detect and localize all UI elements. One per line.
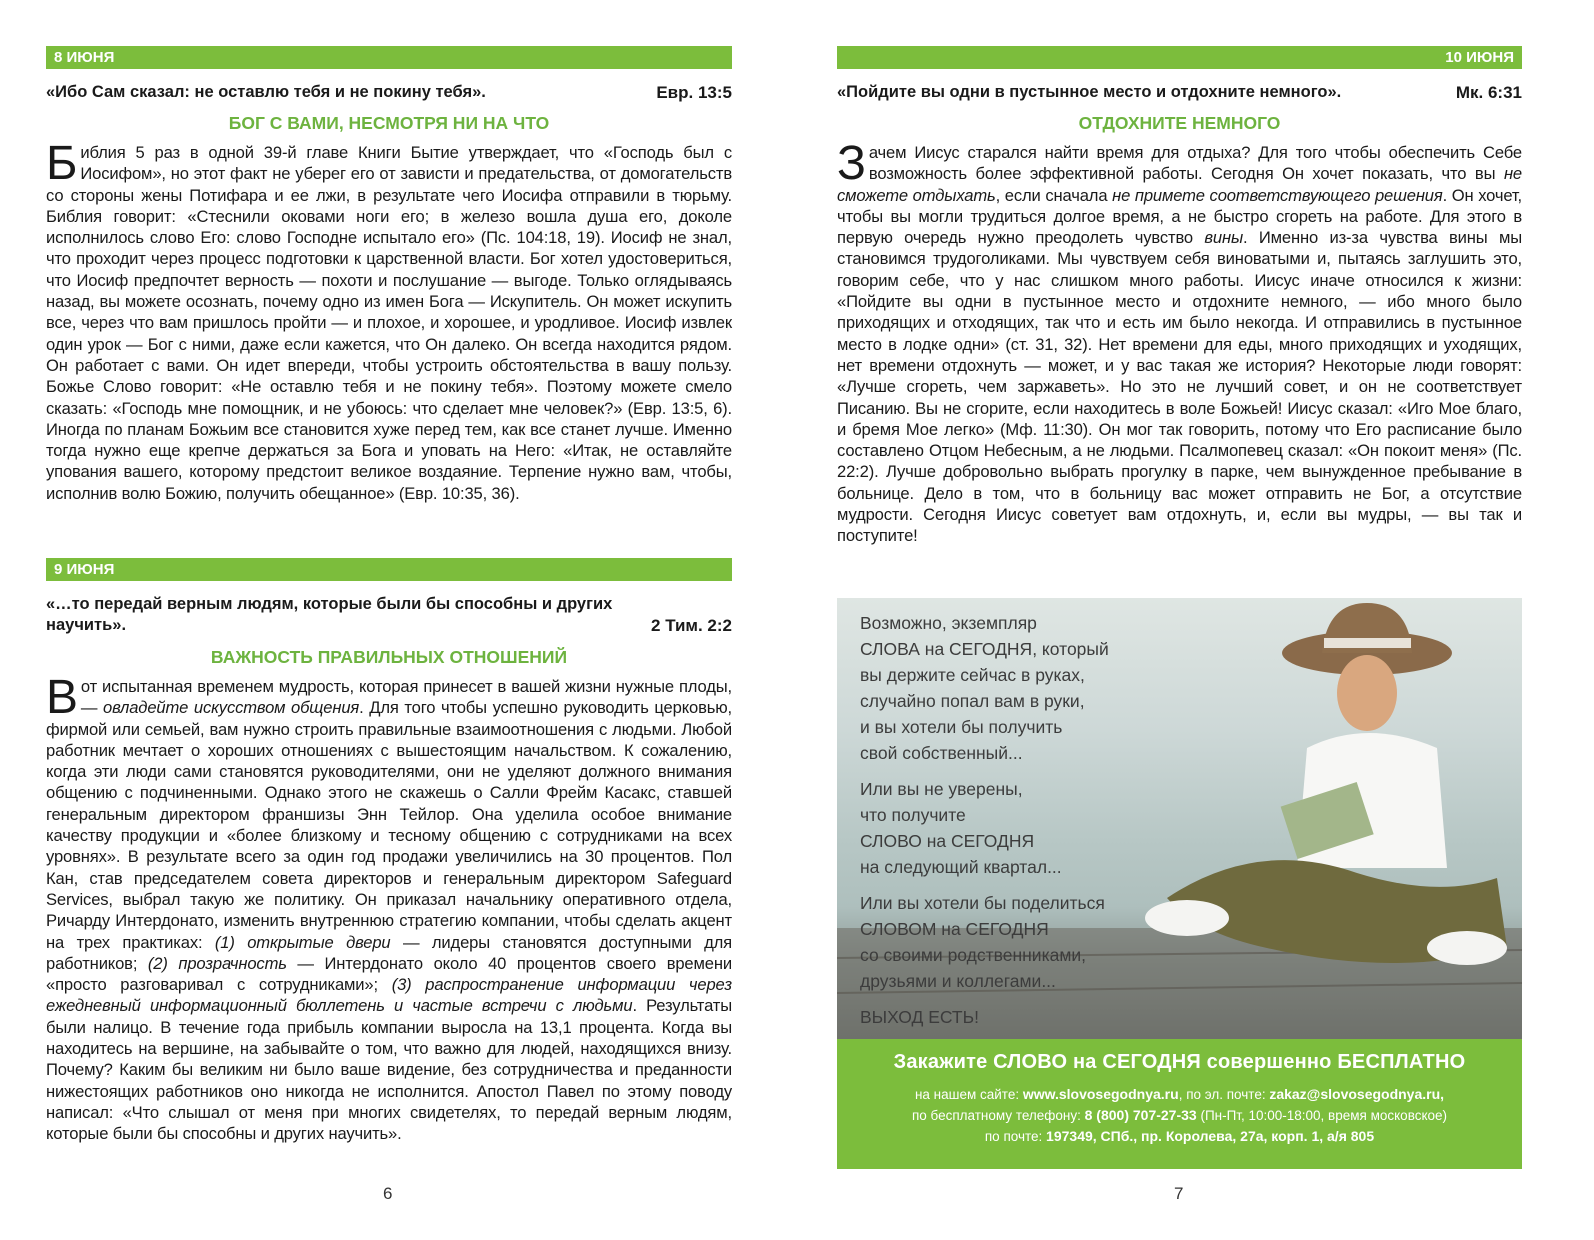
punctuation: , xyxy=(1440,1086,1445,1102)
ad-line: Возможно, экземпляр xyxy=(860,613,1037,633)
order-headline: Закажите СЛОВО на СЕГОДНЯ совершенно БЕСПЛАТНО xyxy=(893,1051,1466,1073)
postal-address: 197349, СПб., пр. Королева, 27а, корп. 1, а/я 805 xyxy=(1046,1128,1375,1144)
body-text: иблия 5 раз в одной 39-й главе Книги Бытие утверждает, что «Господь был с Иосифом», но этот факт не уберег его от зависти и предательства, от домогательств со стороны жены Потифара и ее лжи, в результате чего Иосифа отправили в тюрьму. Библия говорит: «Стеснили оковами ноги его; в железо вошла душа его, доколе исполнилось слово Его: слово Господне испытало его» (Пс. 104:18, 19). Иосиф не знал, что проходит через процесс подготовки к царственной власти. Бог хотел удостовериться, что Иосиф предпочтет верность — похоти и послушание — выгоде. Только оглядываясь назад, вы можете осознать, почему одно из имен Бога — Искупитель. Он может искупить все, через что вам пришлось пройти — и плохое, и хорошее, и уродливое. Иосиф извлек один урок — Бог с ними, даже если кажется, что Он далеко. Он всегда находится рядом. Он работает с вами. Он идет впереди, чтобы устроить обстоятельства в вашу пользу. Божье Слово говорит: «Не оставлю тебя и не покину тебя». Поэтому можете смело сказать: «Господь мне помощник, и не убоюсь: что сделает мне человек?» (Евр. 13:5, 6). Иногда по планам Божьим все становится хуже перед тем, как все станет лучше. Именно тогда нужно еще крепче держаться за Бога и уповать на Него: «Итак, не оставляйте упования вашего, которому предстоит великое воздаяние. Терпение нужно вам, чтобы, исполнив волю Божию, получить обещанное» (Евр. 10:35, 36). xyxy=(46,143,732,503)
verse-text: «…то передай верным людям, которые были бы способны и других научить». xyxy=(46,595,613,634)
order-band xyxy=(837,1039,1522,1169)
body-text: . Для того чтобы успешно руководить церковью, фирмой или семьей, вам нужно строить правильные взаимоотношения с людьми. Любой работник мечтает о хороших отношениях с вышестоящим начальством. К сожалению, когда эти люди сами становятся руководителями, они не уделяют должного внимания общению с подчиненными. Однако этого не скажешь о Салли Фрейм Касакс, ставшей генеральным директором франшизы Энн Тейлор. Она уделила особое внимание качеству продукции и «более близкому и тесному общению с сотрудниками на всех уровнях». В результате всего за один год продажи увеличились на 30 процентов. Пол Кан, став председателем совета директоров и генеральным директором Safeguard Services, выбрал такую же политику. Он приказал начальнику оперативного отдела, Ричарду Интердонато, изменить внутреннюю стратегию компании, чтобы сделать акцент на трех практиках: xyxy=(46,698,733,952)
ad-line: вы держите сейчас в руках, xyxy=(860,665,1085,685)
entry-title: ВАЖНОСТЬ ПРАВИЛЬНЫХ ОТНОШЕНИЙ xyxy=(210,647,568,667)
verse-line xyxy=(837,82,1522,103)
sneaker xyxy=(1145,900,1229,936)
ad-paragraph xyxy=(860,610,1140,766)
body-text: от испытанная временем мудрость, которая принесет в вашей жизни нужные плоды, — xyxy=(80,677,732,718)
ad-callout: ВЫХОД ЕСТЬ! xyxy=(860,1007,979,1027)
page-number: 6 xyxy=(383,1184,393,1203)
sneaker xyxy=(1427,931,1507,965)
page-number: 7 xyxy=(1174,1184,1184,1203)
entry-body xyxy=(837,137,1522,547)
date-label: 10 ИЮНЯ xyxy=(1445,49,1514,66)
ad-line: СЛОВА на СЕГОДНЯ, который xyxy=(860,639,1109,659)
ad-line: на следующий квартал... xyxy=(860,857,1062,877)
date-bar-june-10 xyxy=(837,46,1522,69)
body-emphasis: (3) распространение информации через ежедневный информационный бюллетень и частые встречи с людьми xyxy=(46,975,732,1016)
contact-line-web xyxy=(837,1086,1522,1103)
body-text: , если сначала xyxy=(995,185,1113,205)
verse-reference: 2 Тим. 2:2 xyxy=(651,616,732,635)
entry-title: БОГ С ВАМИ, НЕСМОТРЯ НИ НА ЧТО xyxy=(228,113,550,133)
body-emphasis: (1) открытые двери xyxy=(214,932,391,952)
ad-line: и вы хотели бы получить xyxy=(860,717,1063,737)
entry-title: ОТДОХНИТЕ НЕМНОГО xyxy=(1078,113,1281,133)
body-text: . Именно из-за чувства вины мы становимся трудоголиками. Мы чувствуем себя виноватыми и, пытаясь заглушить это, говорим себе, что у нас слишком много работы. Иисус иначе относился к жизни: «Пойдите вы одни в пустынное место и отдохните немного, — ибо много было приходящих и отходящих, так что и есть им было некогда. И отправились в пустынное место в лодке одни» (ст. 31, 32). Нет времени для еды, много приходящих и уходящих, нет времени отдохнуть — может, и у вас такая же история? Некоторые люди говорят: «Лучше сгореть, чем заржаветь». Но это не лучший совет, и он не соответствует Писанию. Вы не сгорите, если находитесь в воле Божьей! Иисус сказал: «Иго Мое благо, и бремя Мое легко» (Мф. 11:30). Он мог так говорить, потому что Его расписание было составлено Отцом Небесным, а не людьми. Псалмопевец сказал: «Он покоит меня» (Пс. 22:2). Лучше добровольно выбрать прогулку в парке, чем вынужденное пребывание в больнице. Дело в том, что в больницу вас может отправить не Бог, а отсутствие мудрости. Сегодня Иисус советует вам отдохнуть, и, если вы мудры, — вы так и поступите! xyxy=(837,228,1522,546)
right-page xyxy=(797,0,1594,1240)
subscription-ad xyxy=(837,598,1522,1169)
contact-line-post xyxy=(837,1128,1522,1145)
contact-label: по почте: xyxy=(984,1129,1047,1144)
contact-label: на нашем сайте: xyxy=(914,1087,1023,1102)
hat-band xyxy=(1324,638,1411,648)
body-text: . Он хочет, чтобы вы могли трудиться долгое время, а не быстро сгореть на работе. Для этого в первую очередь нужно преодолеть чувство xyxy=(837,185,1522,248)
contact-line-phone xyxy=(837,1107,1522,1124)
ad-line: Или вы не уверены, xyxy=(860,779,1023,799)
body-text: . Результаты были налицо. В течение года прибыль компании выросла на 13,1 процента. Когда вы находитесь на вершине, на забывайте о том, что важно для людей, находящихся внизу. Почему? Каким бы великим ни было ваше видение, без сотрудничества и преданности нижестоящих работников оно никогда не исполнится. Апостол Павел по этому поводу написал: «Что слышал от меня при многих свидетелях, то передай верным людям, которые были бы способны и других научить». xyxy=(46,996,733,1144)
ad-paragraph xyxy=(860,890,1140,994)
date-label: 8 ИЮНЯ xyxy=(54,49,115,66)
ad-line: СЛОВОМ на СЕГОДНЯ xyxy=(860,919,1049,939)
body-emphasis: не примете соответствующего решения xyxy=(1112,185,1443,205)
website-link[interactable]: www.slovosegodnya.ru xyxy=(1022,1086,1179,1102)
ad-paragraph xyxy=(860,1004,1140,1030)
ad-line: что получите xyxy=(860,805,966,825)
body-emphasis: овладейте искусством общения xyxy=(102,698,360,718)
date-bar-june-9 xyxy=(46,558,732,581)
body-text: — лидеры становятся доступными для работников; xyxy=(46,932,733,973)
ad-line: Или вы хотели бы поделиться xyxy=(860,893,1105,913)
ad-line: СЛОВО на СЕГОДНЯ xyxy=(860,831,1035,851)
drop-cap: З xyxy=(837,137,866,190)
ad-line: случайно попал вам в руки, xyxy=(860,691,1085,711)
email-link[interactable]: zakaz@slovosegodnya.ru xyxy=(1269,1086,1441,1102)
contact-label: по бесплатному телефону: xyxy=(911,1108,1085,1123)
verse-reference: Мк. 6:31 xyxy=(1455,83,1522,102)
face xyxy=(1337,655,1397,731)
verse-text: «Ибо Сам сказал: не оставлю тебя и не покину тебя». xyxy=(46,83,486,101)
verse-line xyxy=(46,594,732,636)
ad-copy xyxy=(860,610,1140,1040)
body-text: — Интердонато около 40 процентов своего времени «просто разговаривал с сотрудниками»; xyxy=(46,953,732,995)
entry-body xyxy=(46,137,732,504)
verse-reference: Евр. 13:5 xyxy=(656,83,732,102)
drop-cap: В xyxy=(46,671,78,724)
body-text: ачем Иисус старался найти время для отдыха? Для того чтобы обеспечить Себе возможность более эффективной работы. Сегодня Он хочет показать, что вы xyxy=(868,143,1522,184)
ad-line: свой собственный... xyxy=(860,743,1023,763)
date-label: 9 ИЮНЯ xyxy=(54,561,115,578)
entry-body xyxy=(46,671,733,1145)
date-bar-june-8 xyxy=(46,46,732,69)
contact-label: , по эл. почте: xyxy=(1178,1087,1270,1102)
body-emphasis: не сможете отдыхать xyxy=(837,164,1522,205)
verse-line xyxy=(46,82,732,103)
ad-line: друзьями и коллегами... xyxy=(860,971,1056,991)
phone-hours: (Пн-Пт, 10:00-18:00, время московское) xyxy=(1196,1108,1448,1123)
body-emphasis: вины xyxy=(1204,228,1244,248)
ad-paragraph xyxy=(860,776,1140,880)
body-emphasis: (2) прозрачность xyxy=(147,953,287,973)
ad-line: со своими родственниками, xyxy=(860,945,1087,965)
drop-cap: Б xyxy=(46,137,78,190)
phone-number[interactable]: 8 (800) 707-27-33 xyxy=(1084,1107,1197,1123)
verse-text: «Пойдите вы одни в пустынное место и отдохните немного». xyxy=(837,83,1342,101)
